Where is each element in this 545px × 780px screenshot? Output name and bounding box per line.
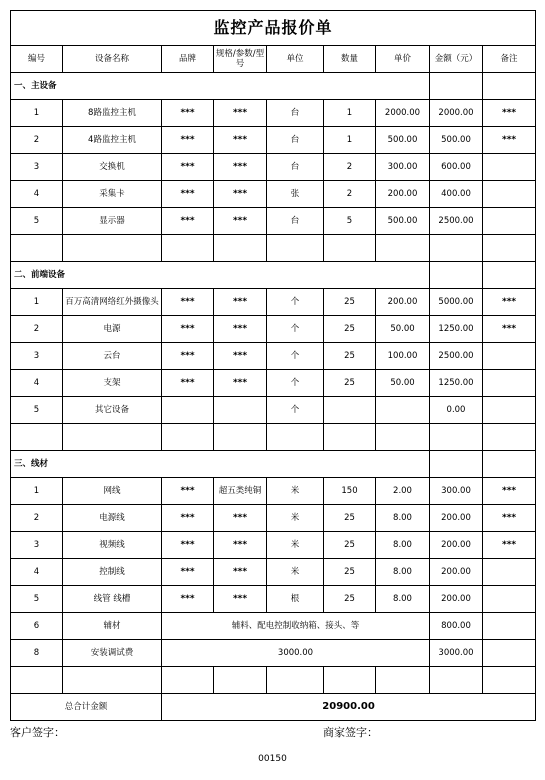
cell-amount: 800.00 [430, 613, 483, 640]
cell-amount: 300.00 [430, 478, 483, 505]
cell-qty: 1 [324, 127, 376, 154]
section-label: 三、线材 [11, 451, 430, 478]
cell-desc: 辅料、配电控制收纳箱、接头、等 [162, 613, 430, 640]
cell-qty [324, 397, 376, 424]
cell-spec: *** [214, 586, 267, 613]
empty-cell [430, 73, 483, 100]
cell-spec: *** [214, 289, 267, 316]
cell-unit: 米 [267, 478, 324, 505]
cell-note: *** [483, 532, 536, 559]
empty-cell [430, 262, 483, 289]
cell-name [63, 424, 162, 451]
column-header: 单位 [267, 46, 324, 73]
cell-qty: 25 [324, 532, 376, 559]
cell-note: *** [483, 478, 536, 505]
cell-spec: *** [214, 343, 267, 370]
cell-no: 5 [11, 208, 63, 235]
table-row [11, 478, 536, 505]
cell-name: 辅材 [63, 613, 162, 640]
cell-no [11, 235, 63, 262]
total-label: 总合计金额 [11, 694, 162, 721]
cell-qty [324, 235, 376, 262]
cell-spec [214, 235, 267, 262]
table-row [11, 127, 536, 154]
cell-name: 电源线 [63, 505, 162, 532]
table-row [11, 154, 536, 181]
total-value: 20900.00 [162, 694, 536, 721]
cell-name: 云台 [63, 343, 162, 370]
table-row [11, 343, 536, 370]
column-header: 备注 [483, 46, 536, 73]
cell-amount: 600.00 [430, 154, 483, 181]
cell-note [483, 208, 536, 235]
cell-unit: 台 [267, 127, 324, 154]
cell-name: 控制线 [63, 559, 162, 586]
cell-qty: 150 [324, 478, 376, 505]
cell-no: 3 [11, 532, 63, 559]
cell-note: *** [483, 289, 536, 316]
cell-amount: 1250.00 [430, 316, 483, 343]
cell-unit: 台 [267, 100, 324, 127]
cell-note [483, 181, 536, 208]
cell-name: 电源 [63, 316, 162, 343]
cell-spec: *** [214, 370, 267, 397]
cell-note [483, 586, 536, 613]
cell-brand: *** [162, 289, 214, 316]
page-title: 监控产品报价单 [11, 11, 536, 46]
empty-row [11, 667, 536, 694]
cell-spec: *** [214, 100, 267, 127]
cell-qty: 25 [324, 370, 376, 397]
cell-no: 4 [11, 181, 63, 208]
cell-spec: *** [214, 316, 267, 343]
cell-spec: 超五类纯铜 [214, 478, 267, 505]
cell-price: 8.00 [376, 586, 430, 613]
empty-cell [483, 667, 536, 694]
cell-note [483, 397, 536, 424]
cell-unit: 个 [267, 397, 324, 424]
cell-name: 支架 [63, 370, 162, 397]
cell-amount: 400.00 [430, 181, 483, 208]
cell-unit: 个 [267, 316, 324, 343]
cell-spec [214, 397, 267, 424]
cell-brand: *** [162, 181, 214, 208]
table-row [11, 505, 536, 532]
column-header: 单价 [376, 46, 430, 73]
empty-cell [483, 262, 536, 289]
cell-no: 1 [11, 100, 63, 127]
cell-qty: 25 [324, 343, 376, 370]
table-row [11, 235, 536, 262]
cell-note [483, 154, 536, 181]
cell-name: 8路监控主机 [63, 100, 162, 127]
cell-name: 其它设备 [63, 397, 162, 424]
cell-qty: 25 [324, 316, 376, 343]
cell-no [11, 424, 63, 451]
cell-note [483, 343, 536, 370]
empty-cell [267, 667, 324, 694]
empty-cell [430, 667, 483, 694]
cell-brand: *** [162, 559, 214, 586]
cell-no: 6 [11, 613, 63, 640]
cell-price: 500.00 [376, 208, 430, 235]
empty-cell [483, 613, 536, 640]
cell-name: 显示器 [63, 208, 162, 235]
page-number: 00150 [258, 754, 287, 764]
cell-unit [267, 235, 324, 262]
cell-price: 8.00 [376, 505, 430, 532]
cell-qty: 2 [324, 154, 376, 181]
empty-cell [430, 451, 483, 478]
column-header: 设备名称 [63, 46, 162, 73]
cell-price: 8.00 [376, 559, 430, 586]
cell-price: 300.00 [376, 154, 430, 181]
cell-brand: *** [162, 586, 214, 613]
cell-qty: 2 [324, 181, 376, 208]
cell-no: 2 [11, 316, 63, 343]
column-header: 编号 [11, 46, 63, 73]
cell-amount: 500.00 [430, 127, 483, 154]
cell-brand: *** [162, 100, 214, 127]
cell-no: 3 [11, 154, 63, 181]
cell-amount: 2000.00 [430, 100, 483, 127]
table-row [11, 289, 536, 316]
cell-spec: *** [214, 154, 267, 181]
cell-amount [430, 424, 483, 451]
cell-no: 2 [11, 127, 63, 154]
cell-amount: 200.00 [430, 586, 483, 613]
cell-price [376, 397, 430, 424]
cell-qty: 25 [324, 586, 376, 613]
cell-note: *** [483, 127, 536, 154]
table-row [11, 397, 536, 424]
table-row [11, 532, 536, 559]
empty-cell [376, 667, 430, 694]
table-row [11, 424, 536, 451]
cell-brand [162, 397, 214, 424]
cell-no: 5 [11, 586, 63, 613]
cell-price [376, 235, 430, 262]
empty-cell [324, 667, 376, 694]
cell-no: 8 [11, 640, 63, 667]
cell-name: 线管 线槽 [63, 586, 162, 613]
cell-brand: *** [162, 316, 214, 343]
empty-cell [483, 451, 536, 478]
cell-price: 200.00 [376, 181, 430, 208]
cell-amount: 5000.00 [430, 289, 483, 316]
cell-unit [267, 424, 324, 451]
cell-no: 4 [11, 559, 63, 586]
cell-brand [162, 235, 214, 262]
cell-name [63, 235, 162, 262]
table-row [11, 100, 536, 127]
cell-price: 100.00 [376, 343, 430, 370]
cell-no: 2 [11, 505, 63, 532]
cell-amount: 0.00 [430, 397, 483, 424]
cell-note [483, 424, 536, 451]
cell-no: 4 [11, 370, 63, 397]
cell-spec: *** [214, 505, 267, 532]
cell-no: 3 [11, 343, 63, 370]
table-row [11, 208, 536, 235]
section-label: 二、前端设备 [11, 262, 430, 289]
cell-amount: 200.00 [430, 532, 483, 559]
empty-cell [214, 667, 267, 694]
cell-unit: 台 [267, 208, 324, 235]
section-label: 一、主设备 [11, 73, 430, 100]
cell-note: *** [483, 316, 536, 343]
header-row [11, 46, 536, 73]
cell-note: *** [483, 100, 536, 127]
cell-name: 安装调试费 [63, 640, 162, 667]
cell-desc: 3000.00 [162, 640, 430, 667]
cell-no: 5 [11, 397, 63, 424]
table-row [11, 640, 536, 667]
table-row [11, 181, 536, 208]
cell-amount: 3000.00 [430, 640, 483, 667]
table-row [11, 559, 536, 586]
cell-price: 50.00 [376, 316, 430, 343]
cell-qty: 1 [324, 100, 376, 127]
column-header: 金额（元） [430, 46, 483, 73]
total-row [11, 694, 536, 721]
cell-no: 1 [11, 478, 63, 505]
cell-brand: *** [162, 370, 214, 397]
cell-brand: *** [162, 532, 214, 559]
table-row [11, 316, 536, 343]
column-header: 品牌 [162, 46, 214, 73]
empty-cell [483, 640, 536, 667]
cell-note [483, 559, 536, 586]
cell-qty: 25 [324, 505, 376, 532]
cell-price: 2000.00 [376, 100, 430, 127]
cell-unit: 个 [267, 343, 324, 370]
cell-brand: *** [162, 505, 214, 532]
cell-price: 500.00 [376, 127, 430, 154]
cell-brand: *** [162, 343, 214, 370]
table-row [11, 613, 536, 640]
cell-spec: *** [214, 532, 267, 559]
cell-spec: *** [214, 127, 267, 154]
empty-cell [11, 667, 63, 694]
cell-price: 2.00 [376, 478, 430, 505]
cell-amount: 1250.00 [430, 370, 483, 397]
empty-cell [162, 667, 214, 694]
cell-unit: 台 [267, 154, 324, 181]
cell-brand: *** [162, 478, 214, 505]
cell-qty [324, 424, 376, 451]
merchant-signature-label: 商家签字： [323, 726, 378, 739]
cell-name: 4路监控主机 [63, 127, 162, 154]
cell-unit: 个 [267, 289, 324, 316]
cell-price: 200.00 [376, 289, 430, 316]
cell-amount: 2500.00 [430, 208, 483, 235]
empty-cell [483, 73, 536, 100]
cell-amount: 200.00 [430, 505, 483, 532]
cell-note [483, 235, 536, 262]
cell-note [483, 370, 536, 397]
table-row [11, 586, 536, 613]
cell-spec [214, 424, 267, 451]
cell-unit: 米 [267, 505, 324, 532]
cell-name: 采集卡 [63, 181, 162, 208]
customer-signature-label: 客户签字： [10, 726, 65, 739]
cell-note: *** [483, 505, 536, 532]
cell-name: 交换机 [63, 154, 162, 181]
column-header: 数量 [324, 46, 376, 73]
cell-price: 50.00 [376, 370, 430, 397]
cell-spec: *** [214, 559, 267, 586]
table-row [11, 370, 536, 397]
cell-amount: 2500.00 [430, 343, 483, 370]
cell-brand [162, 424, 214, 451]
cell-amount [430, 235, 483, 262]
cell-spec: *** [214, 181, 267, 208]
quote-table [10, 10, 536, 721]
cell-price: 8.00 [376, 532, 430, 559]
cell-qty: 25 [324, 559, 376, 586]
cell-name: 网线 [63, 478, 162, 505]
cell-brand: *** [162, 127, 214, 154]
cell-amount: 200.00 [430, 559, 483, 586]
cell-unit: 张 [267, 181, 324, 208]
cell-unit: 米 [267, 532, 324, 559]
cell-brand: *** [162, 154, 214, 181]
cell-qty: 25 [324, 289, 376, 316]
cell-price [376, 424, 430, 451]
cell-name: 视频线 [63, 532, 162, 559]
column-header: 规格/参数/型号 [214, 46, 267, 73]
cell-unit: 根 [267, 586, 324, 613]
cell-no: 1 [11, 289, 63, 316]
cell-brand: *** [162, 208, 214, 235]
empty-cell [63, 667, 162, 694]
cell-unit: 米 [267, 559, 324, 586]
cell-qty: 5 [324, 208, 376, 235]
section-row [11, 451, 536, 478]
cell-name: 百万高清网络红外摄像头 [63, 289, 162, 316]
cell-unit: 个 [267, 370, 324, 397]
section-row [11, 262, 536, 289]
section-row [11, 73, 536, 100]
cell-spec: *** [214, 208, 267, 235]
